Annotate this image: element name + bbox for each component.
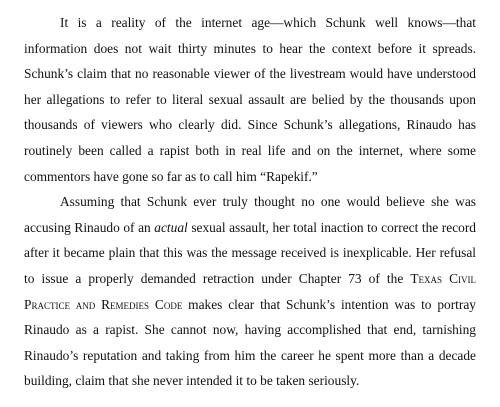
paragraph-1 bbox=[24, 10, 476, 189]
paragraph-2-text-a: Assuming that Schunk ever truly thought no one would believe she was accusing Rinaudo of an bbox=[24, 194, 476, 235]
paragraph-1-text: It is a reality of the internet age—which Schunk well knows—that information does not wait thirty minutes to hear the context before it spreads. Schunk’s claim that no reasonable viewer of the livestream would have understood her allegations to refer to literal sexual assault are belied by the thousands upon thousands of viewers who clearly did. Since Schunk’s allegations, Rinaudo has routinely been called a rapist both in real life and on the internet, where some commentors have gone so far as to call him “Rapekif.” bbox=[24, 15, 476, 184]
paragraph-2 bbox=[24, 189, 476, 394]
statute-name: Texas Civil Practice and Remedies Code bbox=[24, 270, 477, 312]
emphasis-actual: actual bbox=[154, 219, 188, 235]
paragraph-2-text-c: makes clear that Schunk’s intention was to portray Rinaudo as a rapist. She cannot now, having accomplished that end, tarnishing Rinaudo’s reputation and taking from him the career he spent more than a decade building, claim that she never intended it to be taken seriously. bbox=[24, 296, 476, 389]
paragraph-2-text-b: sexual assault, her total inaction to correct the record after it became plain that this was the message received is inexplicable. Her refusal to issue a properly demanded retraction under Chapter 73 of the bbox=[24, 219, 476, 286]
